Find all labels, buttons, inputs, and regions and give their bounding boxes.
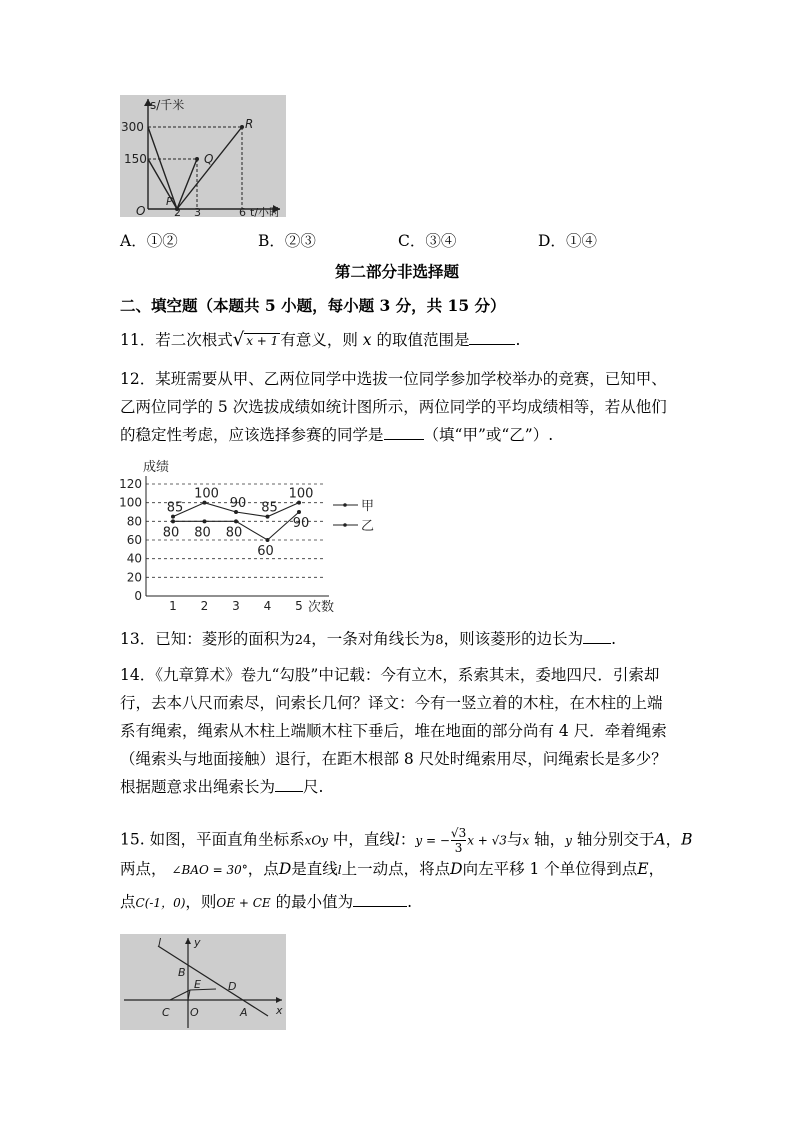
- legend-label: 甲: [361, 499, 375, 514]
- line-l-label: l: [158, 936, 162, 949]
- x-tick-label: 2: [200, 599, 209, 613]
- y-axis-title: 成绩: [143, 460, 170, 475]
- question-13: 13．已知：菱形的面积为24，一条对角线长为8，则该菱形的边长为 .: [120, 630, 617, 648]
- data-point: [266, 538, 270, 542]
- y-tick-label: 40: [126, 551, 142, 566]
- x-tick-label: 4: [263, 599, 272, 613]
- y-axis-label: y: [194, 936, 201, 949]
- point-c-label: C: [162, 1006, 170, 1019]
- legend-marker: [343, 503, 347, 507]
- point-e-label: E: [194, 978, 201, 991]
- y-tick-150: 150: [124, 152, 147, 166]
- q15-line2: 两点， ∠BAO = 30°，点D是直线l上一动点，将点D向左平移 1 个单位得到点E，: [120, 860, 665, 878]
- sqrt-symbol: √: [232, 329, 245, 350]
- distance-time-graph: [120, 95, 286, 217]
- y-tick-label: 60: [126, 533, 142, 547]
- q14-line1: 14．《九章算术》卷九“勾股”中记载：今有立木，系索其末，委地四尺．引索却: [120, 666, 660, 684]
- x-tick-label: 5: [295, 599, 303, 613]
- option-d: D．①④: [538, 232, 597, 250]
- y-tick-label: 0: [134, 589, 142, 603]
- y-tick-label: 20: [126, 570, 142, 585]
- data-label: 90: [229, 496, 247, 511]
- q14-line2: 行，去本八尺而索尽，问索长几何？译文：今有一竖立着的木柱，在木柱的上端: [120, 694, 663, 712]
- q15-line3: 点C(-1，0)，则OE + CE 的最小值为 .: [120, 893, 413, 911]
- data-label: 80: [225, 525, 243, 541]
- data-label: 80: [162, 525, 180, 541]
- q14-line3: 系有绳索，绳索从木柱上端顺木柱下垂后，堆在地面的部分尚有 4 尺．牵着绳索: [120, 722, 667, 740]
- data-point: [297, 510, 301, 514]
- data-label: 85: [261, 500, 278, 516]
- score-line-chart: [118, 458, 388, 616]
- y-tick-label: 120: [119, 477, 142, 491]
- point-b-label: B: [178, 966, 186, 979]
- radicand: x + 1: [246, 334, 279, 348]
- data-label: 85: [166, 500, 184, 516]
- option-c: C．③④: [398, 232, 457, 250]
- x-tick-3: 3: [194, 206, 201, 217]
- x-axis-title: 次数: [308, 600, 335, 615]
- x-axis-label: t/小时: [250, 206, 281, 217]
- legend-marker: [343, 523, 347, 527]
- data-label: 60: [257, 544, 274, 559]
- x-tick-6: 6: [239, 206, 246, 217]
- x-axis-label: x: [276, 1004, 283, 1017]
- data-point: [234, 519, 238, 523]
- point-d-label: D: [228, 980, 237, 993]
- option-b: B．②③: [258, 232, 316, 250]
- data-point: [171, 519, 175, 523]
- y-tick-300: 300: [121, 120, 144, 134]
- data-point: [203, 519, 207, 523]
- coordinate-figure: [120, 934, 286, 1030]
- q15-line1: 15. 如图，平面直角坐标系xOy 中，直线l：y = − $\frac{√3}{3}$ x + √3与x 轴，y 轴分别交于A，B: [120, 826, 693, 855]
- point-r-label: R: [245, 117, 254, 131]
- section2-heading: 二、填空题（本题共 5 小题，每小题 3 分，共 15 分）: [120, 296, 506, 315]
- q12-line1: 12．某班需要从甲、乙两位同学中选拔一位同学参加学校举办的竞赛，已知甲、: [120, 370, 667, 388]
- data-label: 90: [292, 516, 310, 531]
- x-tick-2: 2: [174, 206, 181, 217]
- x-tick-label: 1: [169, 599, 177, 613]
- q12-line2: 乙两位同学的 5 次选拔成绩如统计图所示，两位同学的平均成绩相等，若从他们: [120, 398, 667, 416]
- part2-title: 第二部分非选择题: [334, 262, 459, 281]
- q14-line4: （绳索头与地面接触）退行，在距木根部 8 尺处时绳索用尽，问绳索长是多少？: [120, 750, 667, 768]
- x-tick-label: 3: [232, 599, 240, 613]
- y-axis-label: s/千米: [150, 98, 185, 112]
- data-label: 80: [194, 525, 211, 541]
- point-q-label: Q: [204, 152, 214, 166]
- y-tick-label: 100: [119, 495, 142, 510]
- question-11: 11．若二次根式√ x + 1 有意义，则 x 的取值范围是 .: [120, 329, 521, 350]
- data-label: 100: [194, 486, 219, 502]
- point-a-label: A: [240, 1006, 248, 1019]
- y-tick-label: 80: [126, 514, 142, 529]
- option-a: A．①②: [120, 232, 178, 250]
- legend-label: 乙: [361, 519, 375, 534]
- point-o-label: O: [190, 1006, 199, 1019]
- q12-line3: 的稳定性考虑，应该选择参赛的同学是 （填“甲”或“乙”）.: [120, 426, 554, 444]
- data-label: 100: [288, 486, 314, 502]
- q14-line5: 根据题意求出绳索长为 尺.: [120, 778, 324, 796]
- point-p-label: P: [166, 195, 173, 208]
- origin-label: O: [136, 204, 146, 217]
